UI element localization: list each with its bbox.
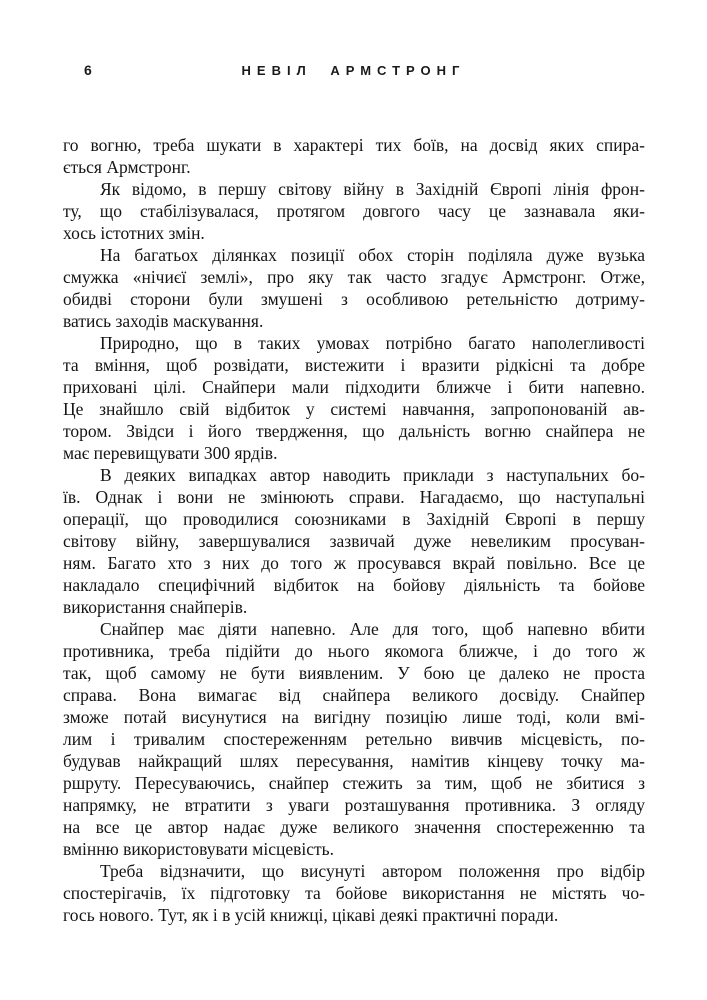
running-header-title: НЕВІЛ АРМСТРОНГ	[241, 63, 466, 78]
text-line: В деяких випадках автор наводить приклади з наступальних бо-	[100, 465, 645, 485]
page-text	[63, 134, 645, 926]
text-line: та вміння, щоб розвідати, вистежити і вразити рідкісні та добре	[63, 355, 645, 375]
text-line: використання снайперів.	[63, 597, 248, 617]
text-line: ється Армстронг.	[63, 157, 191, 177]
text-line: На багатьох ділянках позиції обох сторін поділяла дуже вузька	[100, 245, 645, 265]
text-line: зможе потай висунутися на вигідну позицію лише тоді, коли вмі-	[63, 707, 645, 727]
text-line: Як відомо, в першу світову війну в Західній Європі лінія фрон-	[100, 179, 645, 199]
running-header	[0, 62, 707, 82]
text-line: будував найкращий шлях пересування, намітив кінцеву точку ма-	[63, 751, 645, 771]
text-line: вмінню використовувати місцевість.	[63, 839, 335, 859]
text-line: обидві сторони були змушені з особливою ретельністю дотриму-	[63, 289, 645, 309]
page-number: 6	[84, 62, 92, 78]
text-line: Природно, що в таких умовах потрібно багато наполегливості	[100, 333, 645, 353]
text-line: ням. Багато хто з них до того ж просувався вкрай повільно. Все це	[63, 553, 645, 573]
text-line: лим і тривалим спостереженням ретельно вивчив місцевість, по-	[63, 729, 645, 749]
text-line: справа. Вона вимагає від снайпера великого досвіду. Снайпер	[63, 685, 645, 705]
text-line: ршруту. Пересуваючись, снайпер стежить за тим, щоб не збитися з	[63, 773, 645, 793]
text-line: Це знайшло свій відбиток у системі навчання, запропонованій ав-	[63, 399, 645, 419]
text-line: тором. Звідси і його твердження, що дальність вогню снайпера не	[63, 421, 645, 441]
text-line: го вогню, треба шукати в характері тих боїв, на досвід яких спира-	[63, 135, 645, 155]
text-line: має перевищувати 300 ярдів.	[63, 443, 278, 463]
text-line: так, щоб самому не бути виявленим. У бою це далеко не проста	[63, 663, 645, 683]
text-line: спостерігачів, їх підготовку та бойове використання не містять чо-	[63, 883, 645, 903]
text-line: хось істотних змін.	[63, 223, 205, 243]
text-line: приховані цілі. Снайпери мали підходити ближче і бити напевно.	[63, 377, 645, 397]
text-line: Треба відзначити, що висунуті автором положення про відбір	[100, 861, 645, 881]
text-line: ту, що стабілізувалася, протягом довгого часу це зазнавала яки-	[63, 201, 645, 221]
text-line: їв. Однак і вони не змінюють справи. Нагадаємо, що наступальні	[63, 487, 645, 507]
text-line: противника, треба підійти до нього якомога ближче, і до того ж	[63, 641, 645, 661]
text-line: Снайпер має діяти напевно. Але для того, щоб напевно вбити	[100, 619, 645, 639]
text-line: ватись заходів маскування.	[63, 311, 264, 331]
text-line: гось нового. Тут, як і в усій книжці, цікаві деякі практичні поради.	[63, 905, 559, 925]
text-line: на все це автор надає дуже великого значення спостереженню та	[63, 817, 645, 837]
text-line: накладало специфічний відбиток на бойову діяльність та бойове	[63, 575, 645, 595]
text-line: світову війну, завершувалися зазвичай дуже невеликим просуван-	[63, 531, 645, 551]
text-line: напрямку, не втратити з уваги розташування противника. З огляду	[63, 795, 645, 815]
text-line: операції, що проводилися союзниками в Західній Європі в першу	[63, 509, 645, 529]
text-line: смужка «нічиєї землі», про яку так часто згадує Армстронг. Отже,	[63, 267, 645, 287]
